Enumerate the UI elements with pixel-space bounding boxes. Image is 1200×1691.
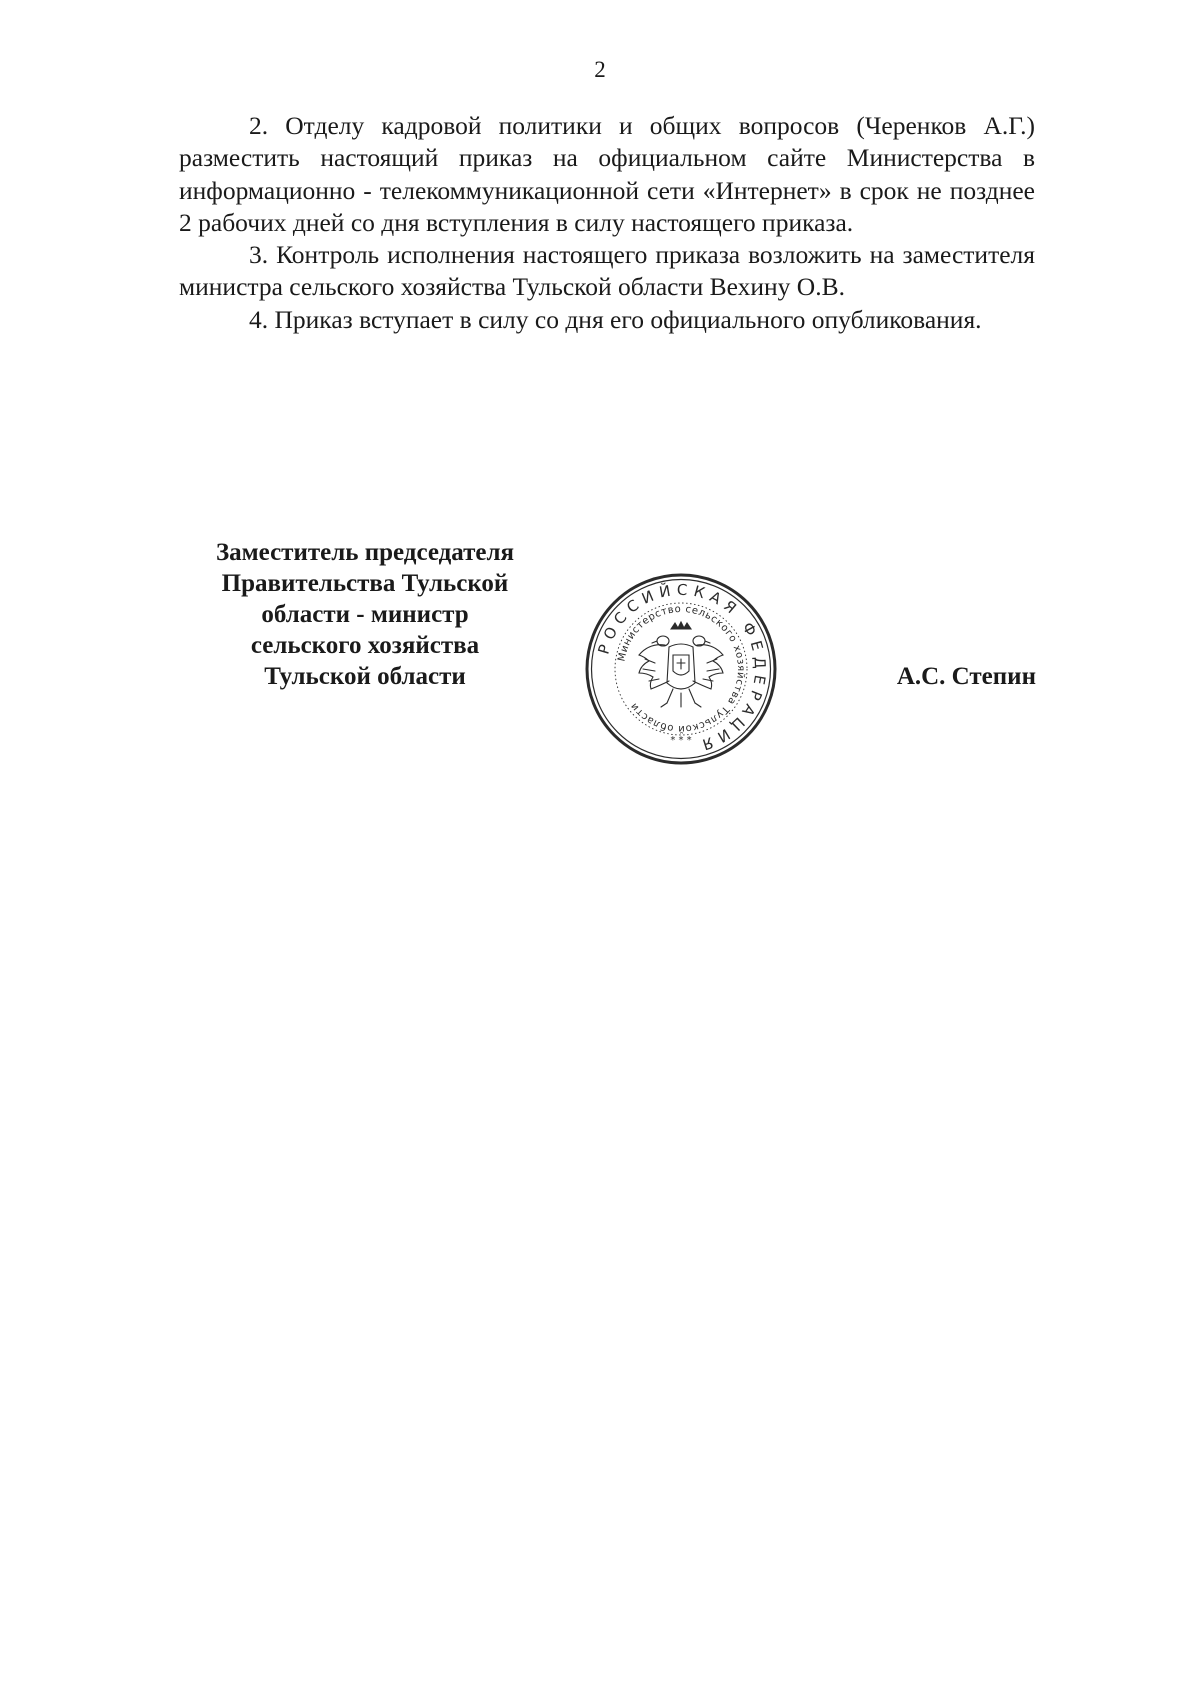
signatory-title-line: Правительства Тульской <box>221 570 509 597</box>
seal-inner-text: Министерство сельского хозяйства Тульской области <box>616 603 747 735</box>
paragraph-3: 3. Контроль исполнения настоящего приказа возложить на заместителя министра сельского хозяйства Тульской области Вехину О.В. <box>179 240 1035 302</box>
signatory-title-line: области - министр <box>261 601 469 628</box>
official-seal <box>583 571 779 767</box>
signatory-title-line: Тульской области <box>264 663 466 690</box>
signatory-title-line: сельского хозяйства <box>250 632 480 659</box>
paragraph-4: 4. Приказ вступает в силу со дня его официального опубликования. <box>249 304 982 334</box>
page-number: 2 <box>594 57 606 82</box>
signatory-name: А.С. Степин <box>896 663 1036 690</box>
signatory-title <box>190 537 540 692</box>
paragraph-2: 2. Отделу кадровой политики и общих вопросов (Черенков А.Г.) разместить настоящий приказ на официальном сайте Министерства в информационно - телекоммуникационной сети «Интернет» в срок не позднее 2 рабочих дней со дня вступления в силу настоящего приказа. <box>179 111 1035 237</box>
seal-outer-text: РОССИЙСКАЯ ФЕДЕРАЦИЯ <box>594 580 770 756</box>
signatory-title-line: Заместитель председателя <box>215 539 515 566</box>
svg-text:* * *: * * * <box>670 735 692 746</box>
double-headed-eagle-icon <box>639 622 723 707</box>
body-text <box>179 110 1035 336</box>
